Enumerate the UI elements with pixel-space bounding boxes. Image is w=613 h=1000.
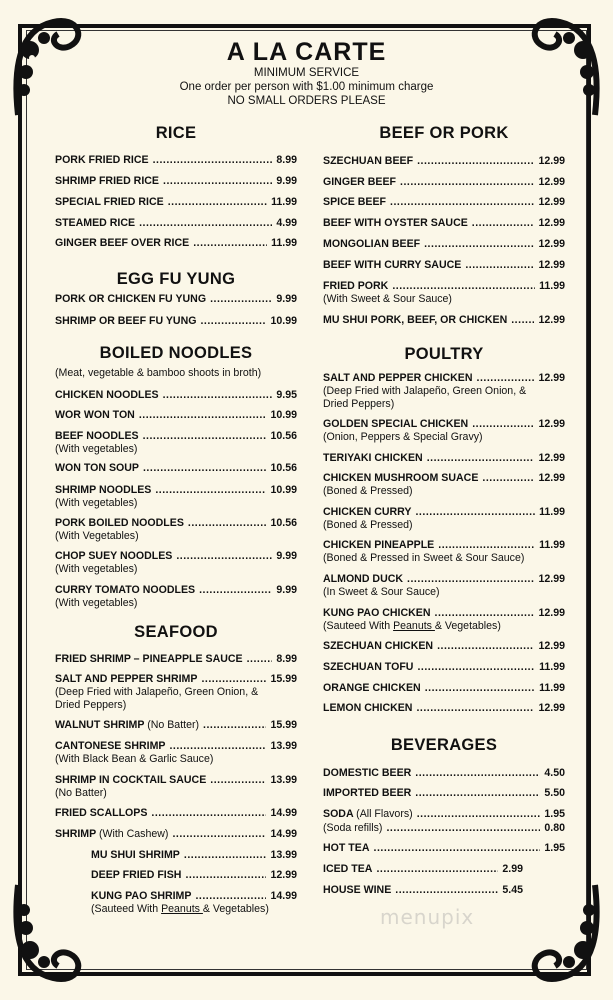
section-title-beef-or-pork: BEEF OR PORK <box>379 124 509 142</box>
menu-item: MU SHUI SHRIMP ..... 13.99 <box>91 849 297 861</box>
section-title-seafood: SEAFOOD <box>134 623 218 641</box>
menu-item: GINGER BEEF ..... 12.99 <box>323 176 565 188</box>
menu-item: GOLDEN SPECIAL CHICKEN ..... 12.99 <box>323 418 565 430</box>
menu-item: SALT AND PEPPER SHRIMP ..... 15.99 <box>55 673 297 685</box>
section-title-poultry: POULTRY <box>404 345 484 363</box>
section-title-rice: RICE <box>155 124 197 142</box>
menu-item: WON TON SOUP ..... 10.56 <box>55 462 297 474</box>
menu-item: DOMESTIC BEER ..... 4.50 <box>323 767 565 779</box>
menu-item: SHRIMP OR BEEF FU YUNG ..... 10.99 <box>55 315 297 327</box>
right-column <box>323 0 565 1000</box>
item-description: (With Vegetables) <box>55 530 139 542</box>
item-description: (With vegetables) <box>55 443 138 455</box>
section-title-egg-fu-yung: EGG FU YUNG <box>116 270 236 288</box>
menu-item: SPICE BEEF ..... 12.99 <box>323 196 565 208</box>
menu-item: FRIED SCALLOPS ..... 14.99 <box>55 807 297 819</box>
item-description: (With vegetables) <box>55 597 138 609</box>
menu-item: FRIED PORK ..... 11.99 <box>323 280 565 292</box>
menu-item: WOR WON TON ..... 10.99 <box>55 409 297 421</box>
menu-item: HOT TEA ..... 1.95 <box>323 842 565 854</box>
menu-item: WALNUT SHRIMP (No Batter) ..... 15.99 <box>55 719 297 731</box>
menu-item: MU SHUI PORK, BEEF, OR CHICKEN ..... 12.99 <box>323 314 565 326</box>
menu-item: SZECHUAN TOFU ..... 11.99 <box>323 661 565 673</box>
menu-item: LEMON CHICKEN ..... 12.99 <box>323 702 565 714</box>
menu-item: GINGER BEEF OVER RICE ..... 11.99 <box>55 237 297 249</box>
menu-item: FRIED SHRIMP – PINEAPPLE SAUCE ..... 8.99 <box>55 653 297 665</box>
menu-item: SHRIMP NOODLES ..... 10.99 <box>55 484 297 496</box>
item-description: Dried Peppers) <box>323 398 395 410</box>
item-description: (Boned & Pressed) <box>323 485 413 497</box>
item-description: Dried Peppers) <box>55 699 127 711</box>
menu-item: TERIYAKI CHICKEN ..... 12.99 <box>323 452 565 464</box>
menu-item: PORK OR CHICKEN FU YUNG ..... 9.99 <box>55 293 297 305</box>
item-description: (With Sweet & Sour Sauce) <box>323 293 452 305</box>
item-description: (Sauteed With Peanuts & Vegetables) <box>91 903 269 915</box>
menu-item: CHICKEN NOODLES ..... 9.95 <box>55 389 297 401</box>
item-description: (In Sweet & Sour Sauce) <box>323 586 440 598</box>
menu-item: ICED TEA ..... 2.99 <box>323 863 523 875</box>
item-description: (With vegetables) <box>55 563 138 575</box>
watermark: menupix <box>380 905 475 929</box>
item-description: (Deep Fried with Jalapeño, Green Onion, & <box>55 686 259 698</box>
menu-item: CHOP SUEY NOODLES ..... 9.99 <box>55 550 297 562</box>
item-description: (Deep Fried with Jalapeño, Green Onion, & <box>323 385 527 397</box>
item-description: (With Black Bean & Garlic Sauce) <box>55 753 214 765</box>
menu-item: ALMOND DUCK ..... 12.99 <box>323 573 565 585</box>
item-description: (Boned & Pressed) <box>323 519 413 531</box>
menu-item: SHRIMP FRIED RICE ..... 9.99 <box>55 175 297 187</box>
no-small-orders-line: NO SMALL ORDERS PLEASE <box>227 95 386 107</box>
page-title: A LA CARTE <box>226 38 387 66</box>
menu-item: SHRIMP (With Cashew) ..... 14.99 <box>55 828 297 840</box>
menu-item: SPECIAL FRIED RICE ..... 11.99 <box>55 196 297 208</box>
item-description: (Sauteed With Peanuts & Vegetables) <box>323 620 501 632</box>
section-note: (Meat, vegetable & bamboo shoots in broth) <box>55 367 262 379</box>
menu-item: PORK FRIED RICE ..... 8.99 <box>55 154 297 166</box>
menu-item: IMPORTED BEER ..... 5.50 <box>323 787 565 799</box>
menu-item: KUNG PAO CHICKEN ..... 12.99 <box>323 607 565 619</box>
menu-item: STEAMED RICE ..... 4.99 <box>55 217 297 229</box>
menu-item: KUNG PAO SHRIMP ..... 14.99 <box>91 890 297 902</box>
menu-item: ORANGE CHICKEN ..... 11.99 <box>323 682 565 694</box>
item-description: (With vegetables) <box>55 497 138 509</box>
left-column <box>55 0 297 1000</box>
menu-item: BEEF WITH OYSTER SAUCE ..... 12.99 <box>323 217 565 229</box>
menu-item: CHICKEN MUSHROOM SUACE ..... 12.99 <box>323 472 565 484</box>
menu-item: CURRY TOMATO NOODLES ..... 9.99 <box>55 584 297 596</box>
menu-item: BEEF WITH CURRY SAUCE ..... 12.99 <box>323 259 565 271</box>
minimum-service-line: MINIMUM SERVICE <box>253 67 360 79</box>
item-description: (Boned & Pressed in Sweet & Sour Sauce) <box>323 552 525 564</box>
item-description: (Onion, Peppers & Special Gravy) <box>323 431 483 443</box>
menu-item: SHRIMP IN COCKTAIL SAUCE ..... 13.99 <box>55 774 297 786</box>
section-title-boiled-noodles: BOILED NOODLES <box>99 344 253 362</box>
menu-item: CANTONESE SHRIMP ..... 13.99 <box>55 740 297 752</box>
menu-item: SZECHUAN BEEF ..... 12.99 <box>323 155 565 167</box>
menu-item: SALT AND PEPPER CHICKEN ..... 12.99 <box>323 372 565 384</box>
menu-item: (Soda refills) ..... 0.80 <box>323 822 565 834</box>
menu-item: CHICKEN CURRY ..... 11.99 <box>323 506 565 518</box>
menu-item: PORK BOILED NOODLES ..... 10.56 <box>55 517 297 529</box>
section-title-beverages: BEVERAGES <box>390 736 498 754</box>
menu-item: BEEF NOODLES ..... 10.56 <box>55 430 297 442</box>
menu-item: SODA (All Flavors) ..... 1.95 <box>323 808 565 820</box>
menu-item: MONGOLIAN BEEF ..... 12.99 <box>323 238 565 250</box>
menu-item: DEEP FRIED FISH ..... 12.99 <box>91 869 297 881</box>
menu-item: SZECHUAN CHICKEN ..... 12.99 <box>323 640 565 652</box>
minimum-charge-line: One order per person with $1.00 minimum charge <box>179 81 434 93</box>
menu-item: HOUSE WINE ..... 5.45 <box>323 884 523 896</box>
menu-item: CHICKEN PINEAPPLE ..... 11.99 <box>323 539 565 551</box>
item-description: (No Batter) <box>55 787 107 799</box>
